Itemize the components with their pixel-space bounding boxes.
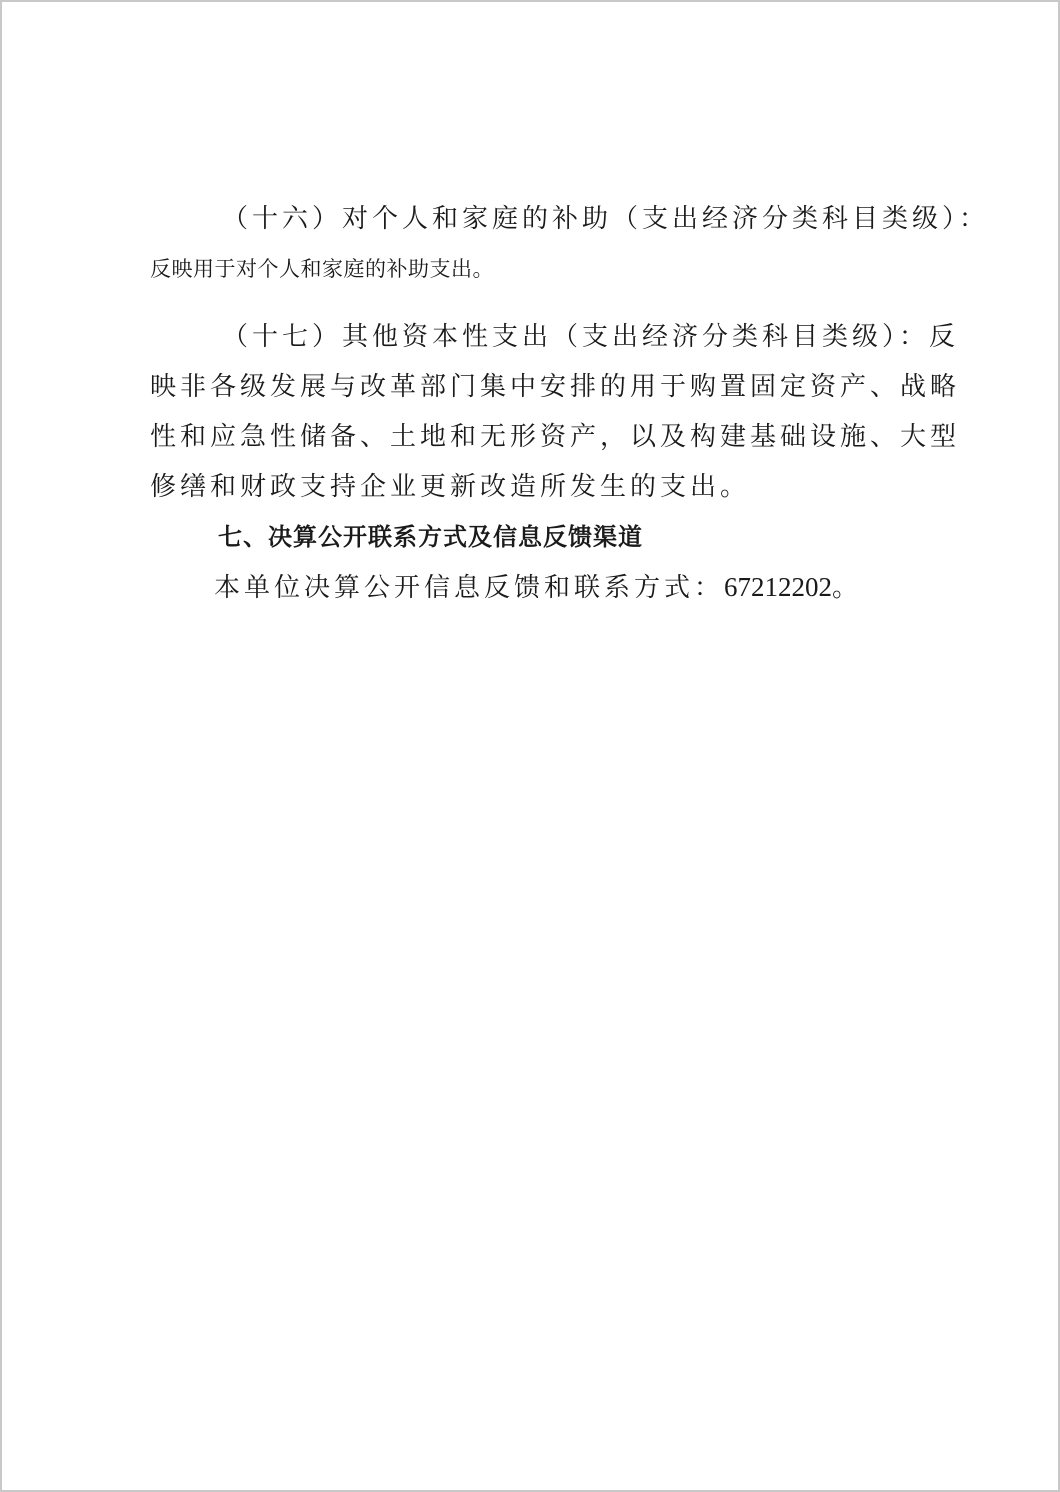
paragraph-item-17 — [150, 312, 961, 512]
page-content — [150, 194, 990, 613]
item-17-line-3: 性和应急性储备、土地和无形资产，以及构建基础设施、大型 — [150, 422, 961, 452]
contact-paragraph — [150, 562, 930, 613]
item-17-line-2: 映非各级发展与改革部门集中安排的用于购置固定资产、战略 — [150, 372, 961, 402]
item-17-line-4: 修缮和财政支持企业更新改造所发生的支出。 — [150, 472, 751, 502]
paragraph-item-16 — [150, 194, 990, 294]
contact-label: 本单位决算公开信息反馈和联系方式： — [214, 573, 725, 603]
item-16-line-1: （十六）对个人和家庭的补助（支出经济分类科目类级）： — [222, 204, 990, 234]
item-16-line-2: 反映用于对个人和家庭的补助支出。 — [150, 257, 494, 281]
section-heading-7: 七、决算公开联系方式及信息反馈渠道 — [218, 523, 643, 551]
contact-number: 67212202 — [724, 572, 833, 602]
item-17-line-1: （十七）其他资本性支出（支出经济分类科目类级）：反 — [222, 322, 960, 352]
contact-end: 。 — [832, 573, 863, 603]
